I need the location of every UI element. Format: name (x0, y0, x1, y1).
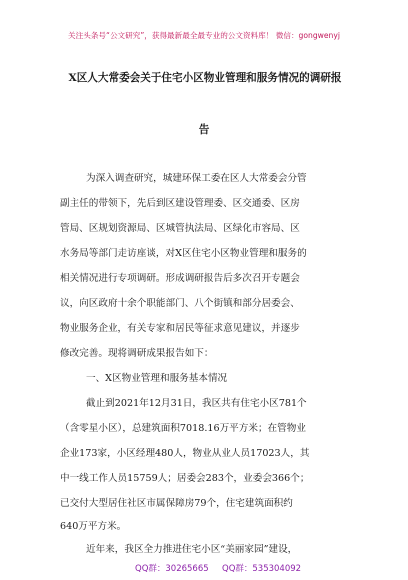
body-line: 企业173家，小区经理480人，物业从业人员17023人，其 (60, 448, 310, 459)
body-line: 中一线工作人员15759人；居委会283个，业委会366个； (60, 473, 310, 484)
body-line: 议，向区政府十余个职能部门、八个街镇和部分居委会、 (60, 298, 300, 309)
body-line: 物业服务企业，有关专家和居民等征求意见建议，并逐步 (60, 323, 300, 334)
body-line: 相关情况进行专项调研。形成调研报告后多次召开专题会 (60, 273, 300, 284)
body-line: 640万平方米。 (60, 521, 127, 532)
body-line: 截止到2021年12月31日，我区共有住宅小区781个 (86, 398, 307, 409)
body-line: 为深入调查研究，城建环保工委在区人大常委会分管 (86, 173, 307, 184)
body-line: 副主任的带领下，先后到区建设管理委、区交通委、区房 (60, 198, 300, 209)
document-title: X区人大常委会关于住宅小区物业管理和服务情况的调研报 (68, 72, 342, 84)
body-line: 修改完善。现将调研成果报告如下： (60, 348, 214, 359)
section-heading: 一、X区物业管理和服务基本情况 (86, 373, 228, 384)
body-line: 管局、区规划资源局、区城管执法局、区绿化市容局、区 (60, 223, 300, 234)
header-promo-note: 关注头条号“公文研究”，获得最新最全最专业的公文资料库！ 微信：gongwenyj (68, 31, 340, 40)
body-line: 近年来，我区全力推进住宅小区“美丽家园”建设， (86, 544, 298, 555)
footer-qq-group-2: QQ群：535304092 (222, 564, 302, 574)
footer-qq-group-1: QQ群：30265665 (135, 564, 209, 574)
body-line: 已交付大型居住社区市属保障房79个，住宅建筑面积约 (60, 498, 293, 509)
document-title-continued: 告 (198, 124, 210, 136)
body-line: 水务局等部门走访座谈，对X区住宅小区物业管理和服务的 (60, 248, 307, 259)
body-line: （含零星小区），总建筑面积7018.16万平方米；在管物业 (60, 423, 306, 434)
